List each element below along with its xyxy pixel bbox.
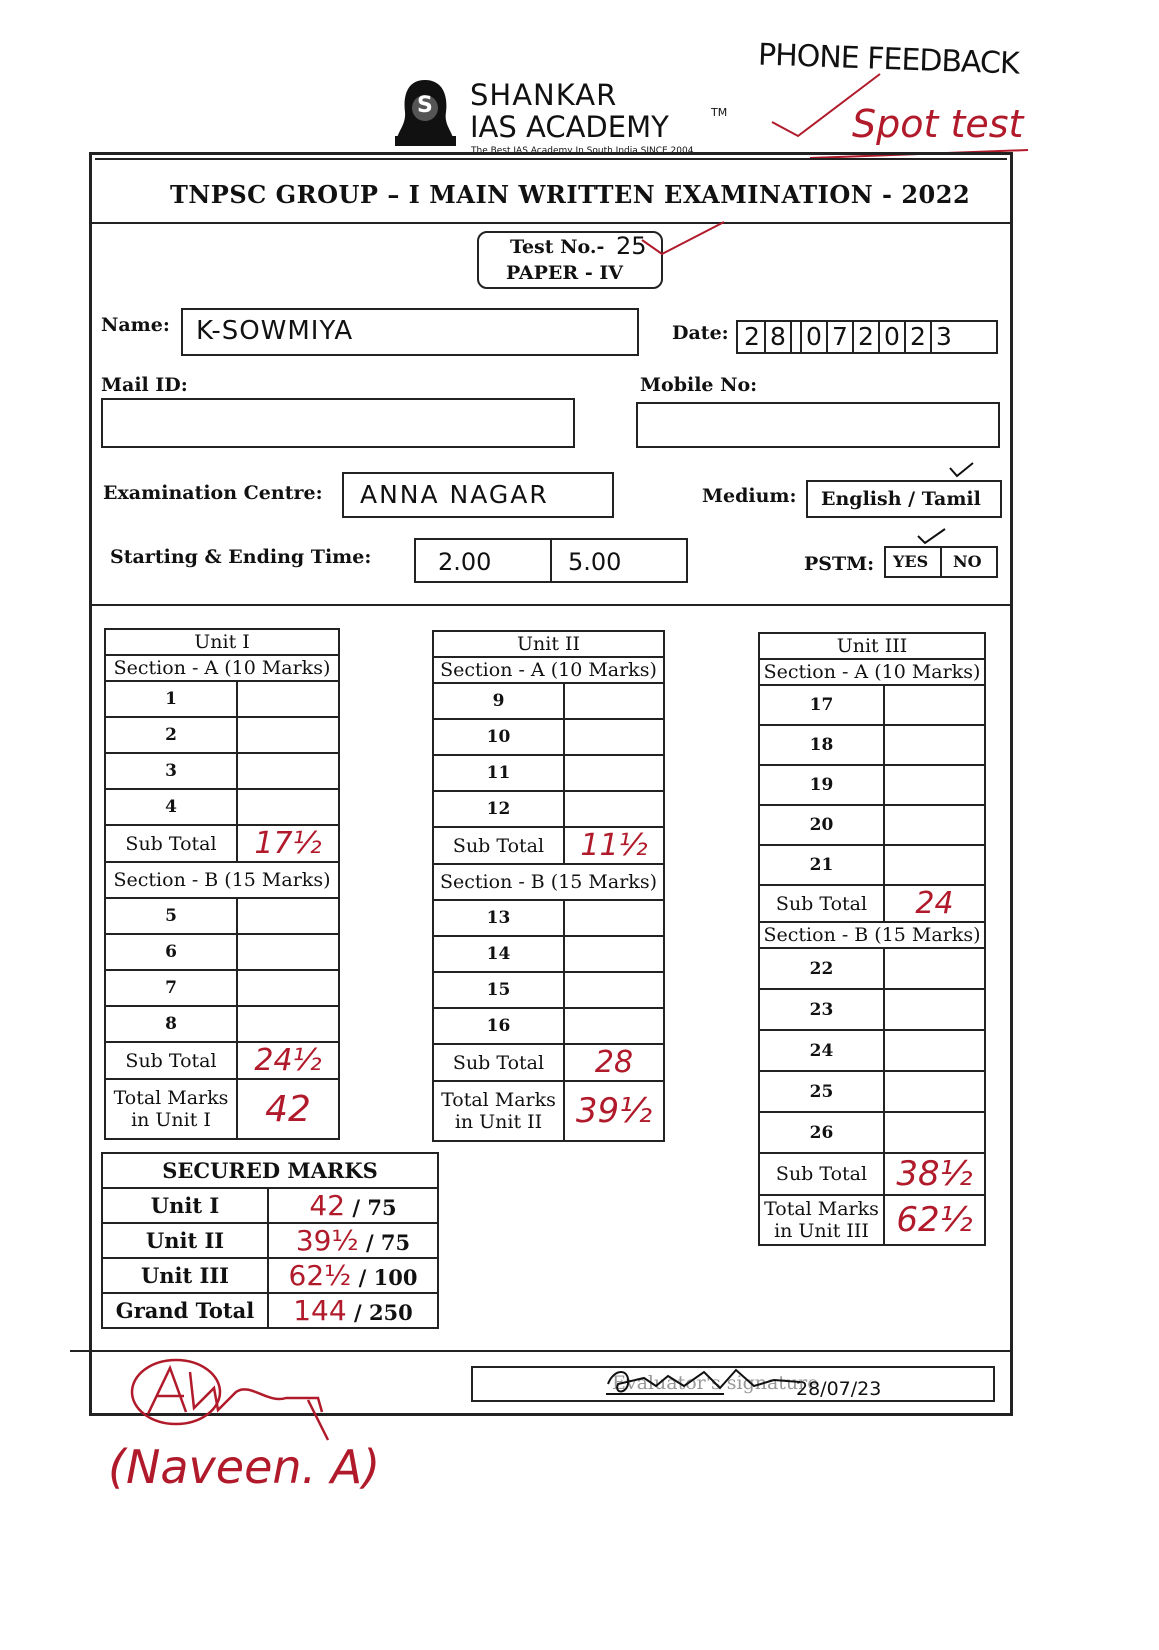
unit3-table (758, 632, 986, 1246)
mark-cell[interactable] (564, 1008, 664, 1044)
mark-cell[interactable] (237, 934, 339, 970)
secured-value-cell (268, 1258, 438, 1293)
pstm-yes-label: YES (893, 552, 929, 571)
academy-name-line2: IAS ACADEMY (470, 110, 669, 144)
checkmark-icon (948, 460, 976, 480)
sub-total-label: Sub Total (433, 1044, 564, 1081)
total-marks-label (105, 1079, 237, 1139)
mark-cell[interactable] (884, 1030, 985, 1071)
sub-total-value: 11½ (564, 827, 664, 864)
question-number: 19 (759, 765, 884, 805)
secured-max: / 250 (353, 1300, 413, 1325)
question-number: 9 (433, 683, 564, 719)
table-row (759, 765, 985, 805)
question-number: 24 (759, 1030, 884, 1071)
test-no-label: Test No.- (510, 236, 605, 258)
unit3-section-b: Section - B (15 Marks) (759, 922, 985, 948)
mark-cell[interactable] (237, 681, 339, 717)
end-time-value: 5.00 (568, 548, 622, 576)
table-row (759, 1153, 985, 1195)
total-marks-label-line2: in Unit II (454, 1111, 543, 1133)
unit1-title: Unit I (105, 629, 339, 655)
table-row (105, 717, 339, 753)
date-digit: 0 (800, 322, 828, 352)
time-label: Starting & Ending Time: (110, 546, 372, 568)
question-number: 12 (433, 791, 564, 827)
question-number: 16 (433, 1008, 564, 1044)
secured-score: 42 (309, 1189, 346, 1222)
trademark: TM (711, 106, 728, 119)
mark-cell[interactable] (237, 970, 339, 1006)
secured-marks-title: SECURED MARKS (102, 1153, 438, 1188)
date-digit: 0 (880, 322, 906, 352)
question-number: 26 (759, 1112, 884, 1153)
table-row (759, 1071, 985, 1112)
date-digit: 2 (740, 322, 766, 352)
table-row (105, 789, 339, 825)
mark-cell[interactable] (237, 1006, 339, 1042)
question-number: 20 (759, 805, 884, 845)
mark-cell[interactable] (884, 1071, 985, 1112)
table-row (433, 755, 664, 791)
secured-value-cell (268, 1223, 438, 1258)
question-number: 13 (433, 900, 564, 936)
table-row (759, 1030, 985, 1071)
table-row (105, 1079, 339, 1139)
sub-total-label: Sub Total (105, 825, 237, 862)
medium-label: Medium: (702, 485, 797, 507)
table-row (759, 845, 985, 885)
table-row (759, 948, 985, 989)
secured-label: Grand Total (102, 1293, 268, 1328)
table-row (433, 1008, 664, 1044)
sub-total-value: 24½ (237, 1042, 339, 1079)
table-row (433, 683, 664, 719)
table-row (105, 825, 339, 862)
title-divider (92, 222, 1010, 224)
table-row (759, 1195, 985, 1245)
table-row (433, 1081, 664, 1141)
date-digit: 2 (854, 322, 880, 352)
date-digit: 3 (936, 322, 952, 351)
mail-label: Mail ID: (101, 374, 188, 396)
unit2-section-b: Section - B (15 Marks) (433, 864, 664, 900)
secured-max: / 75 (352, 1195, 397, 1220)
mail-field[interactable] (101, 398, 575, 448)
total-marks-label (759, 1195, 884, 1245)
question-number: 4 (105, 789, 237, 825)
centre-label: Examination Centre: (103, 482, 323, 504)
question-number: 23 (759, 989, 884, 1030)
table-row (759, 885, 985, 922)
secured-marks-table (101, 1152, 439, 1329)
mark-cell[interactable] (884, 845, 985, 885)
sub-total-value: 28 (564, 1044, 664, 1081)
date-digit: 8 (766, 322, 792, 352)
question-number: 8 (105, 1006, 237, 1042)
question-number: 15 (433, 972, 564, 1008)
table-row (102, 1188, 438, 1223)
mark-cell[interactable] (237, 898, 339, 934)
question-number: 2 (105, 717, 237, 753)
frame-inner-top (95, 158, 1007, 160)
table-row (433, 936, 664, 972)
total-marks-label-line1: Total Marks (764, 1198, 879, 1220)
mobile-field[interactable] (636, 402, 1000, 448)
total-marks-label-line2: in Unit III (774, 1220, 869, 1242)
mark-cell[interactable] (884, 725, 985, 765)
unit3-section-a: Section - A (10 Marks) (759, 659, 985, 685)
sub-total-label: Sub Total (759, 1153, 884, 1195)
mark-cell[interactable] (237, 717, 339, 753)
mark-cell[interactable] (884, 1112, 985, 1153)
table-row (759, 725, 985, 765)
note-phone-feedback: PHONE FEEDBACK (757, 37, 1020, 82)
question-number: 22 (759, 948, 884, 989)
date-label: Date: (672, 322, 729, 344)
unit1-table (104, 628, 340, 1140)
mobile-label: Mobile No: (640, 374, 758, 396)
name-label: Name: (101, 314, 170, 336)
table-row (433, 719, 664, 755)
question-number: 21 (759, 845, 884, 885)
table-row (759, 685, 985, 725)
name-value: K-SOWMIYA (196, 316, 354, 346)
unit2-table (432, 630, 665, 1142)
question-number: 6 (105, 934, 237, 970)
secured-score: 62½ (288, 1259, 352, 1292)
evaluator-caption: Evaluator's signature (612, 1372, 819, 1394)
total-marks-value: 39½ (564, 1081, 664, 1141)
pstm-no-label: NO (953, 552, 982, 571)
handwritten-signature (118, 1352, 358, 1442)
date-digit: 2 (906, 322, 932, 352)
mark-cell[interactable] (564, 719, 664, 755)
secured-max: / 75 (365, 1230, 411, 1255)
total-marks-value: 42 (237, 1079, 339, 1139)
question-number: 18 (759, 725, 884, 765)
secured-label: Unit II (102, 1223, 268, 1258)
exam-title: TNPSC GROUP – I MAIN WRITTEN EXAMINATION - 2022 (170, 180, 971, 209)
checkmark-icon (640, 218, 730, 268)
unit1-section-b: Section - B (15 Marks) (105, 862, 339, 898)
table-row (759, 989, 985, 1030)
table-row (105, 1006, 339, 1042)
academy-name-line1: SHANKAR (470, 78, 618, 112)
question-number: 5 (105, 898, 237, 934)
table-row (433, 972, 664, 1008)
unit2-section-a: Section - A (10 Marks) (433, 657, 664, 683)
question-number: 14 (433, 936, 564, 972)
sub-total-label: Sub Total (759, 885, 884, 922)
question-number: 17 (759, 685, 884, 725)
note-spot-test: Spot test (852, 102, 1024, 146)
secured-label: Unit III (102, 1258, 268, 1293)
mark-cell[interactable] (564, 683, 664, 719)
table-row (102, 1258, 438, 1293)
centre-value: ANNA NAGAR (360, 480, 549, 509)
table-row (433, 900, 664, 936)
mark-cell[interactable] (884, 805, 985, 845)
checkmark-icon (916, 526, 948, 546)
secured-max: / 100 (358, 1265, 418, 1290)
secured-value-cell (268, 1188, 438, 1223)
mark-cell[interactable] (884, 948, 985, 989)
evaluator-date: 28/07/23 (796, 1378, 882, 1400)
mark-cell[interactable] (564, 972, 664, 1008)
table-row (759, 1112, 985, 1153)
sub-total-value: 24 (884, 885, 985, 922)
paper-label: PAPER - IV (506, 262, 623, 284)
secured-label: Unit I (102, 1188, 268, 1223)
total-marks-label-line1: Total Marks (113, 1087, 229, 1109)
sub-total-value: 17½ (237, 825, 339, 862)
test-no-value: 25 (616, 232, 647, 260)
total-marks-label (433, 1081, 564, 1141)
question-number: 11 (433, 755, 564, 791)
sub-total-value: 38½ (884, 1153, 985, 1195)
table-row (105, 1042, 339, 1079)
question-number: 7 (105, 970, 237, 1006)
question-number: 1 (105, 681, 237, 717)
table-row (105, 753, 339, 789)
unit2-title: Unit II (433, 631, 664, 657)
mark-cell[interactable] (564, 755, 664, 791)
question-number: 25 (759, 1071, 884, 1112)
date-field[interactable] (736, 320, 998, 354)
academy-logo-icon (393, 78, 458, 153)
table-row (105, 934, 339, 970)
section-divider (92, 604, 1010, 606)
signer-name: (Naveen. A) (108, 1440, 381, 1494)
table-row (433, 791, 664, 827)
mark-cell[interactable] (884, 685, 985, 725)
total-marks-label-line1: Total Marks (441, 1089, 556, 1111)
mark-cell[interactable] (564, 936, 664, 972)
total-marks-value: 62½ (884, 1195, 985, 1245)
evaluator-signature-mark (604, 1360, 804, 1402)
secured-value-cell (268, 1293, 438, 1328)
table-row (105, 898, 339, 934)
unit3-title: Unit III (759, 633, 985, 659)
question-number: 3 (105, 753, 237, 789)
academy-tagline: The Best IAS Academy In South India SINCE 2004 (471, 146, 694, 156)
logo-letter: S (417, 93, 433, 118)
mark-cell[interactable] (564, 900, 664, 936)
unit1-section-a: Section - A (10 Marks) (105, 655, 339, 681)
mark-cell[interactable] (237, 753, 339, 789)
table-row (102, 1223, 438, 1258)
total-marks-label-line2: in Unit I (131, 1109, 211, 1131)
table-row (759, 805, 985, 845)
mark-cell[interactable] (884, 765, 985, 805)
medium-value: English / Tamil (821, 488, 981, 510)
mark-cell[interactable] (884, 989, 985, 1030)
date-digit: 7 (828, 322, 854, 352)
start-time-value: 2.00 (438, 548, 492, 576)
sub-total-label: Sub Total (105, 1042, 237, 1079)
pstm-label: PSTM: (804, 553, 875, 575)
sub-total-label: Sub Total (433, 827, 564, 864)
question-number: 10 (433, 719, 564, 755)
table-row (433, 1044, 664, 1081)
table-row (105, 681, 339, 717)
mark-cell[interactable] (237, 789, 339, 825)
table-row (102, 1293, 438, 1328)
secured-score: 144 (293, 1294, 347, 1327)
table-row (105, 970, 339, 1006)
mark-cell[interactable] (564, 791, 664, 827)
table-row (433, 827, 664, 864)
secured-score: 39½ (295, 1224, 359, 1257)
